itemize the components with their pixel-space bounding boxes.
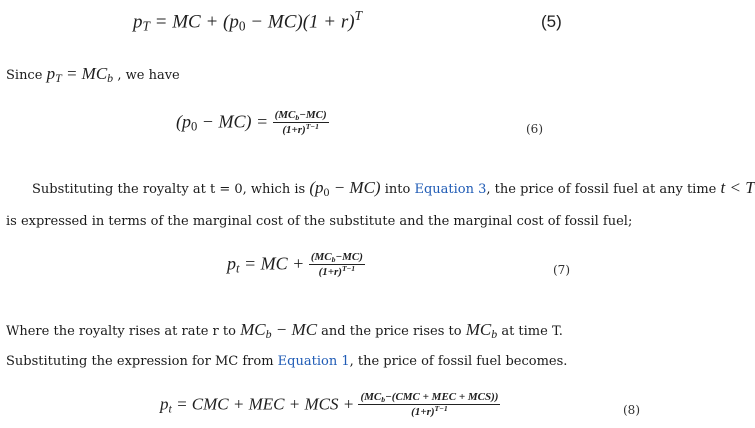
equation-8-denominator: $(1+r)^{T-1}$	[411, 404, 448, 419]
equation-5-number: (5)	[541, 12, 562, 31]
equation-5: $p_T$ = MC + $(p_0 - MC)(1 + r)^T$	[133, 8, 362, 34]
royalty-target-math: $MC_b$ − MC	[240, 320, 318, 341]
equation-6-numerator: $(MC_b-MC)$	[274, 109, 327, 122]
substituting-para-line1: Substituting the royalty at t = 0, which is $(p_0 - MC)$ into Equation 3, the price of fossil fuel at any time t < T	[32, 178, 755, 199]
since-line	[6, 64, 180, 86]
price-target-math: $MC_b$	[465, 320, 498, 341]
equation-8-numerator: ($MC_b-(CMC$ + MEC + MCS))	[360, 391, 499, 404]
since-math: $p_T = MC_b$	[46, 64, 114, 85]
equation-7: $p_t$ = MC + $\frac{(MC_b-MC)}{(1+r)^{T-1}}$	[227, 251, 363, 279]
since-prefix: Since	[6, 68, 43, 83]
royalty-math: $(p_0 - MC)$	[309, 178, 381, 199]
equation-7-denominator: $(1+r)^{T-1}$	[318, 264, 356, 279]
equation-6-fraction	[273, 110, 329, 137]
equation-8-fraction	[358, 392, 500, 419]
since-suffix: , we have	[117, 68, 180, 83]
equation-8: $p_t$ = CMC + MEC + MCS + $\frac{(MC_b-(CMC + MEC + MCS))}{(1+r)^{T-1}}$	[160, 391, 499, 419]
time-math: t < T	[720, 178, 755, 197]
equation-7-fraction	[309, 252, 365, 279]
substituting-para-line2: is expressed in terms of the marginal cost of the substitute and the marginal cost of fossil fuel;	[6, 214, 633, 229]
equation-6: $(p_0 - MC)$ = $\frac{(MC_b-MC)}{(1+r)^{T-1}}$	[176, 109, 327, 137]
equation-1-link[interactable]: Equation 1	[277, 354, 350, 369]
equation-7-numerator: $(MC_b-MC)$	[310, 251, 363, 264]
equation-3-link[interactable]: Equation 3	[414, 182, 487, 197]
equation-8-number: (8)	[623, 403, 640, 417]
equation-7-number: (7)	[553, 263, 570, 277]
equation-6-denominator: $(1+r)^{T-1}$	[282, 122, 319, 137]
substituting-mc-line: Substituting the expression for MC from Equation 1, the price of fossil fuel becomes.	[6, 354, 568, 369]
equation-6-number: (6)	[526, 122, 543, 136]
where-line: Where the royalty rises at rate r to $MC_b$ − MC and the price rises to $MC_b$ at time T.	[6, 320, 563, 341]
